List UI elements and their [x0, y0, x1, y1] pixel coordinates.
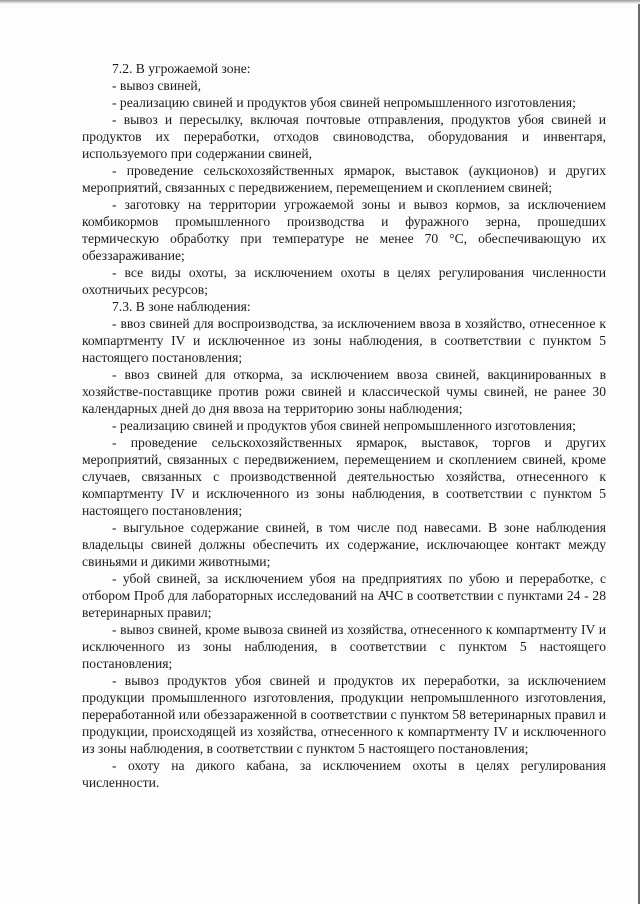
paragraph: - реализацию свиней и продуктов убоя свиней непромышленного изготовления;	[112, 95, 576, 110]
paragraph: - ввоз свиней для воспроизводства, за исключением ввоза в хозяйство, отнесенное к компартменту IV и исключенное из зоны наблюдения, в соответствии с пунктом 5 настоящего постановления;	[82, 316, 606, 365]
paragraph: - вывоз и пересылку, включая почтовые отправления, продуктов убоя свиней и продуктов их переработки, отходов свиноводства, оборудования и инвентаря, используемого при содержании свиней,	[82, 112, 606, 161]
paragraph: - ввоз свиней для откорма, за исключением ввоза свиней, вакцинированных в хозяйстве-поставщике против рожи свиней и классической чумы свиней, не ранее 30 календарных дней до дня ввоза на территорию зоны наблюдения;	[82, 367, 606, 416]
paragraph: - заготовку на территории угрожаемой зоны и вывоз кормов, за исключением комбикормов промышленного производства и фуражного зерна, прошедших термическую обработку при температуре не менее 70 °С, обеспечивающую их обеззараживание;	[82, 197, 606, 263]
paragraph: - убой свиней, за исключением убоя на предприятиях по убою и переработке, с отбором Проб для лабораторных исследований на АЧС в соответствии с пунктами 24 - 28 ветеринарных правил;	[82, 571, 606, 620]
section-heading-7-2: 7.2. В угрожаемой зоне:	[112, 61, 251, 76]
paragraph: - выгульное содержание свиней, в том числе под навесами. В зоне наблюдения владельцы свиней должны обеспечить их содержание, исключающее контакт между свиньями и дикими животными;	[82, 520, 606, 569]
paragraph: - все виды охоты, за исключением охоты в целях регулирования численности охотничьих ресурсов;	[82, 265, 606, 297]
section-heading-7-3: 7.3. В зоне наблюдения:	[112, 299, 251, 314]
scan-edge	[0, 0, 640, 4]
paragraph: - проведение сельскохозяйственных ярмарок, выставок (аукционов) и других мероприятий, связанных с передвижением, перемещением и скоплением свиней;	[82, 163, 606, 195]
paragraph: - реализацию свиней и продуктов убоя свиней непромышленного изготовления;	[112, 418, 576, 433]
paragraph: - вывоз свиней,	[112, 78, 202, 93]
paragraph: - охоту на дикого кабана, за исключением охоты в целях регулирования численности.	[82, 758, 606, 790]
paragraph: - проведение сельскохозяйственных ярмарок, выставок, торгов и других мероприятий, связанных с передвижением, перемещением и скоплением свиней, кроме случаев, связанных с производственной деятельностью хозяйства, отнесенного к компартменту IV и исключенного из зоны наблюдения, в соответствии с пунктом 5 настоящего постановления;	[82, 435, 606, 518]
document-body	[82, 60, 606, 791]
paragraph: - вывоз продуктов убоя свиней и продуктов их переработки, за исключением продукции промышленного изготовления, продукции непромышленного изготовления, переработанной или обеззараженной в соответствии с пунктом 58 ветеринарных правил и продукции, происходящей из хозяйства, отнесенного к компартменту IV и исключенного из зоны наблюдения, в соответствии с пунктом 5 настоящего постановления;	[82, 673, 606, 756]
paragraph: - вывоз свиней, кроме вывоза свиней из хозяйства, отнесенного к компартменту IV и исключенного из зоны наблюдения, в соответствии с пунктом 5 настоящего постановления;	[82, 622, 606, 671]
